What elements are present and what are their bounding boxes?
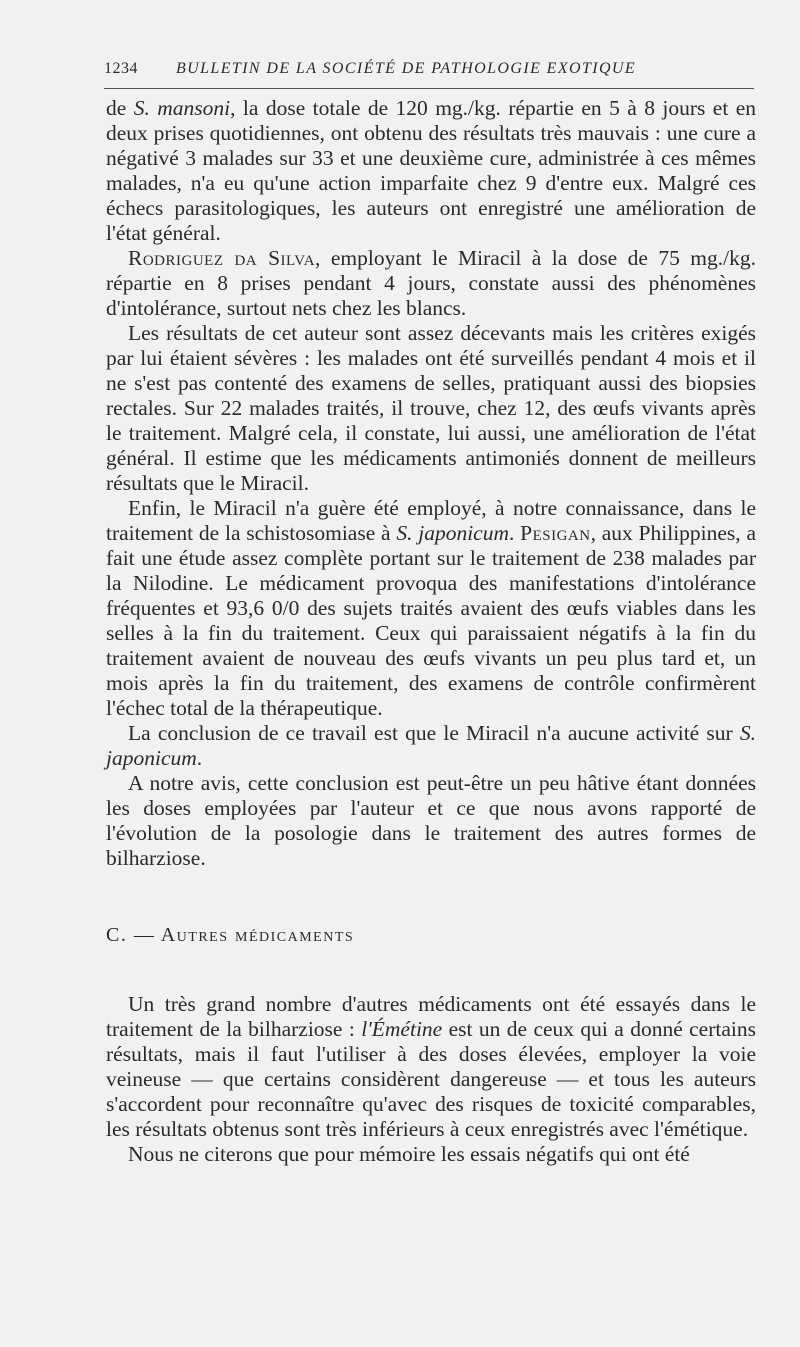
paragraph-6: A notre avis, cette conclusion est peut-être un peu hâtive étant données les doses employées par l'auteur et ce que nous avons rapporté de l'évolution de la posologie dans le traitement des autres formes de bilharziose. xyxy=(106,771,756,870)
page-number: 1234 xyxy=(104,60,138,77)
p7-drug: l'Émétine xyxy=(361,1017,443,1041)
paragraph-3: Les résultats de cet auteur sont assez décevants mais les critères exigés par lui étaient sévères : les malades ont été surveillés pendant 4 mois et il ne s'est pas contenté des examens de selles, pratiquant aussi des biopsies rectales. Sur 22 malades traités, il trouve, chez 12, des œufs vivants après le traitement. Malgré cela, il constate, lui aussi, une amélioration de l'état général. Il estime que les médicaments antimoniés donnent de meilleurs résultats que le Miracil. xyxy=(106,321,756,495)
p4-text-a: Enfin, le Miracil n'a guère été employé, à notre connaissance, dans le traitement de la schistosomiase à xyxy=(106,496,756,545)
p5-text-a: La conclusion de ce travail est que le Miracil n'a aucune activité sur xyxy=(128,721,740,745)
paragraph-8: Nous ne citerons que pour mémoire les essais négatifs qui ont été xyxy=(128,1142,690,1166)
paragraph-5 xyxy=(106,721,756,771)
p1-text-a: de xyxy=(106,96,134,120)
p2-text: , employant le Miracil à la dose de 75 mg./kg. répartie en 8 prises pendant 4 jours, constate aussi des phénomènes d'intolérance, surtout nets chez les blancs. xyxy=(106,246,756,320)
journal-title: BULLETIN DE LA SOCIÉTÉ DE PATHOLOGIE EXOTIQUE xyxy=(176,60,637,77)
p4-author: Pesigan xyxy=(520,521,591,545)
p5-text-b: . xyxy=(196,746,203,770)
p4-text-c: , aux Philippines, a fait une étude assez complète portant sur le traitement de 238 malades par la Nilodine. Le médicament provoqua des manifestations d'intolérance fréquentes et 93,6 0/0 des sujets traités avaient des œufs viables dans les selles à la fin du traitement. Ceux qui paraissaient négatifs à la fin du traitement avaient de nouveau des œufs vivants un peu plus tard et, un mois après la fin du traitement, des examens de contrôle confirmèrent l'échec total de la thérapeutique. xyxy=(106,521,756,720)
paragraph-4 xyxy=(106,496,756,721)
header-rule xyxy=(104,88,754,89)
p7-text-b: est un de ceux qui a donné certains résultats, mais il faut l'utiliser à des doses élevées, employer la voie veineuse — que certains considèrent dangereuse — et tous les auteurs s'accordent pour reconnaître qu'avec des risques de toxicité comparables, les résultats obtenus sont très inférieurs à ceux enregistrés avec l'émétique. xyxy=(106,1017,756,1141)
p2-author: Rodriguez da Silva xyxy=(128,246,316,270)
p5-species: S. japonicum xyxy=(106,721,756,770)
section-heading: C. — Autres médicaments xyxy=(106,924,355,946)
paragraph-7 xyxy=(106,992,756,1142)
p1-species: S. mansoni xyxy=(133,96,231,120)
paragraph-1 xyxy=(106,96,756,246)
p7-text-a: Un très grand nombre d'autres médicaments ont été essayés dans le traitement de la bilharziose : xyxy=(106,992,756,1041)
paragraph-2 xyxy=(106,246,756,321)
body-text xyxy=(106,96,756,1167)
p4-text-b: . xyxy=(508,521,521,545)
p4-species: S. japonicum xyxy=(396,521,509,545)
running-head xyxy=(104,60,754,86)
p1-text-b: , la dose totale de 120 mg./kg. répartie en 5 à 8 jours et en deux prises quotidiennes, ont obtenu des résultats très mauvais : une cure a négativé 3 malades sur 33 et une deuxième cure, administrée à ces mêmes malades, n'a eu qu'une action imparfaite chez 9 d'entre eux. Malgré ces échecs parasitologiques, les auteurs ont enregistré une amélioration de l'état général. xyxy=(106,96,756,245)
